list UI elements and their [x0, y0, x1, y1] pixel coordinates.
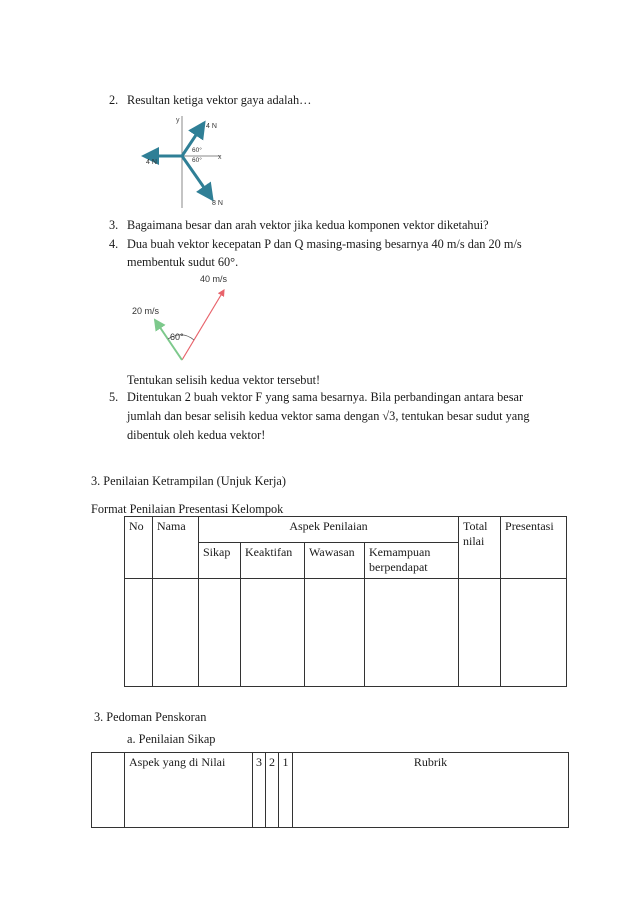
subheader-kemampuan: Kemampuan berpendapat — [365, 543, 459, 579]
header-total-nilai: Total nilai — [459, 517, 501, 579]
left-force-label: 4 N — [146, 159, 157, 166]
angle-bottom-label: 60° — [192, 157, 202, 164]
y-axis-label: y — [176, 117, 180, 124]
question-number: 5. — [109, 390, 119, 404]
penilaian-sikap-heading: a. Penilaian Sikap — [127, 732, 216, 746]
question-2-text: Resultan ketiga vektor gaya adalah… — [127, 93, 312, 107]
empty-cell — [305, 579, 365, 687]
empty-cell — [365, 579, 459, 687]
question-number: 3. — [109, 218, 119, 232]
header-score-2: 2 — [266, 753, 279, 828]
header-aspek-nilai: Aspek yang di Nilai — [125, 753, 253, 828]
question-5-line-1: Ditentukan 2 buah vektor F yang sama besarnya. Bila perbandingan antara besar — [127, 390, 524, 404]
subheader-sikap: Sikap — [199, 543, 241, 579]
x-axis-label: x — [218, 154, 222, 161]
empty-cell — [241, 579, 305, 687]
table-title: Format Penilaian Presentasi Kelompok — [91, 502, 284, 516]
header-no: No — [125, 517, 153, 579]
header-nama: Nama — [153, 517, 199, 579]
empty-cell — [153, 579, 199, 687]
header-aspek-penilaian: Aspek Penilaian — [199, 517, 459, 543]
attitude-rubric-table — [91, 752, 569, 828]
question-3-text: Bagaimana besar dan arah vektor jika kedua komponen vektor diketahui? — [127, 218, 489, 232]
header-score-1: 1 — [279, 753, 293, 828]
force-vector-diagram — [140, 112, 250, 212]
angle-top-label: 60° — [192, 147, 202, 154]
header-presentasi: Presentasi — [501, 517, 567, 579]
question-5-line-3: dibentuk oleh kedua vektor! — [127, 428, 266, 442]
question-4-instruction: Tentukan selisih kedua vektor tersebut! — [127, 373, 321, 387]
velocity-vector-diagram — [128, 268, 238, 368]
section-title: 3. Penilaian Ketrampilan (Unjuk Kerja) — [91, 474, 286, 488]
header-score-3: 3 — [253, 753, 266, 828]
empty-cell — [459, 579, 501, 687]
empty-cell — [501, 579, 567, 687]
top-force-label: 4 N — [206, 123, 217, 130]
question-number: 4. — [109, 237, 119, 251]
header-rubrik: Rubrik — [293, 753, 569, 828]
vector-p — [182, 290, 224, 360]
question-number: 2. — [109, 93, 119, 107]
vector-q-label: 20 m/s — [132, 306, 160, 316]
vector-p-label: 40 m/s — [200, 274, 228, 284]
pedoman-heading: 3. Pedoman Penskoran — [94, 710, 207, 724]
empty-cell — [199, 579, 241, 687]
subheader-wawasan: Wawasan — [305, 543, 365, 579]
angle-label: 60° — [170, 332, 184, 342]
question-4-line-2: membentuk sudut 60°. — [127, 255, 239, 269]
bottom-force-label: 8 N — [212, 200, 223, 207]
empty-cell — [125, 579, 153, 687]
subheader-keaktifan: Keaktifan — [241, 543, 305, 579]
question-4-line-1: Dua buah vektor kecepatan P dan Q masing-masing besarnya 40 m/s dan 20 m/s — [127, 237, 522, 251]
presentation-score-table — [124, 516, 567, 687]
empty-cell — [92, 753, 125, 828]
question-5-line-2: jumlah dan besar selisih kedua vektor sama dengan √3, tentukan besar sudut yang — [127, 409, 530, 423]
